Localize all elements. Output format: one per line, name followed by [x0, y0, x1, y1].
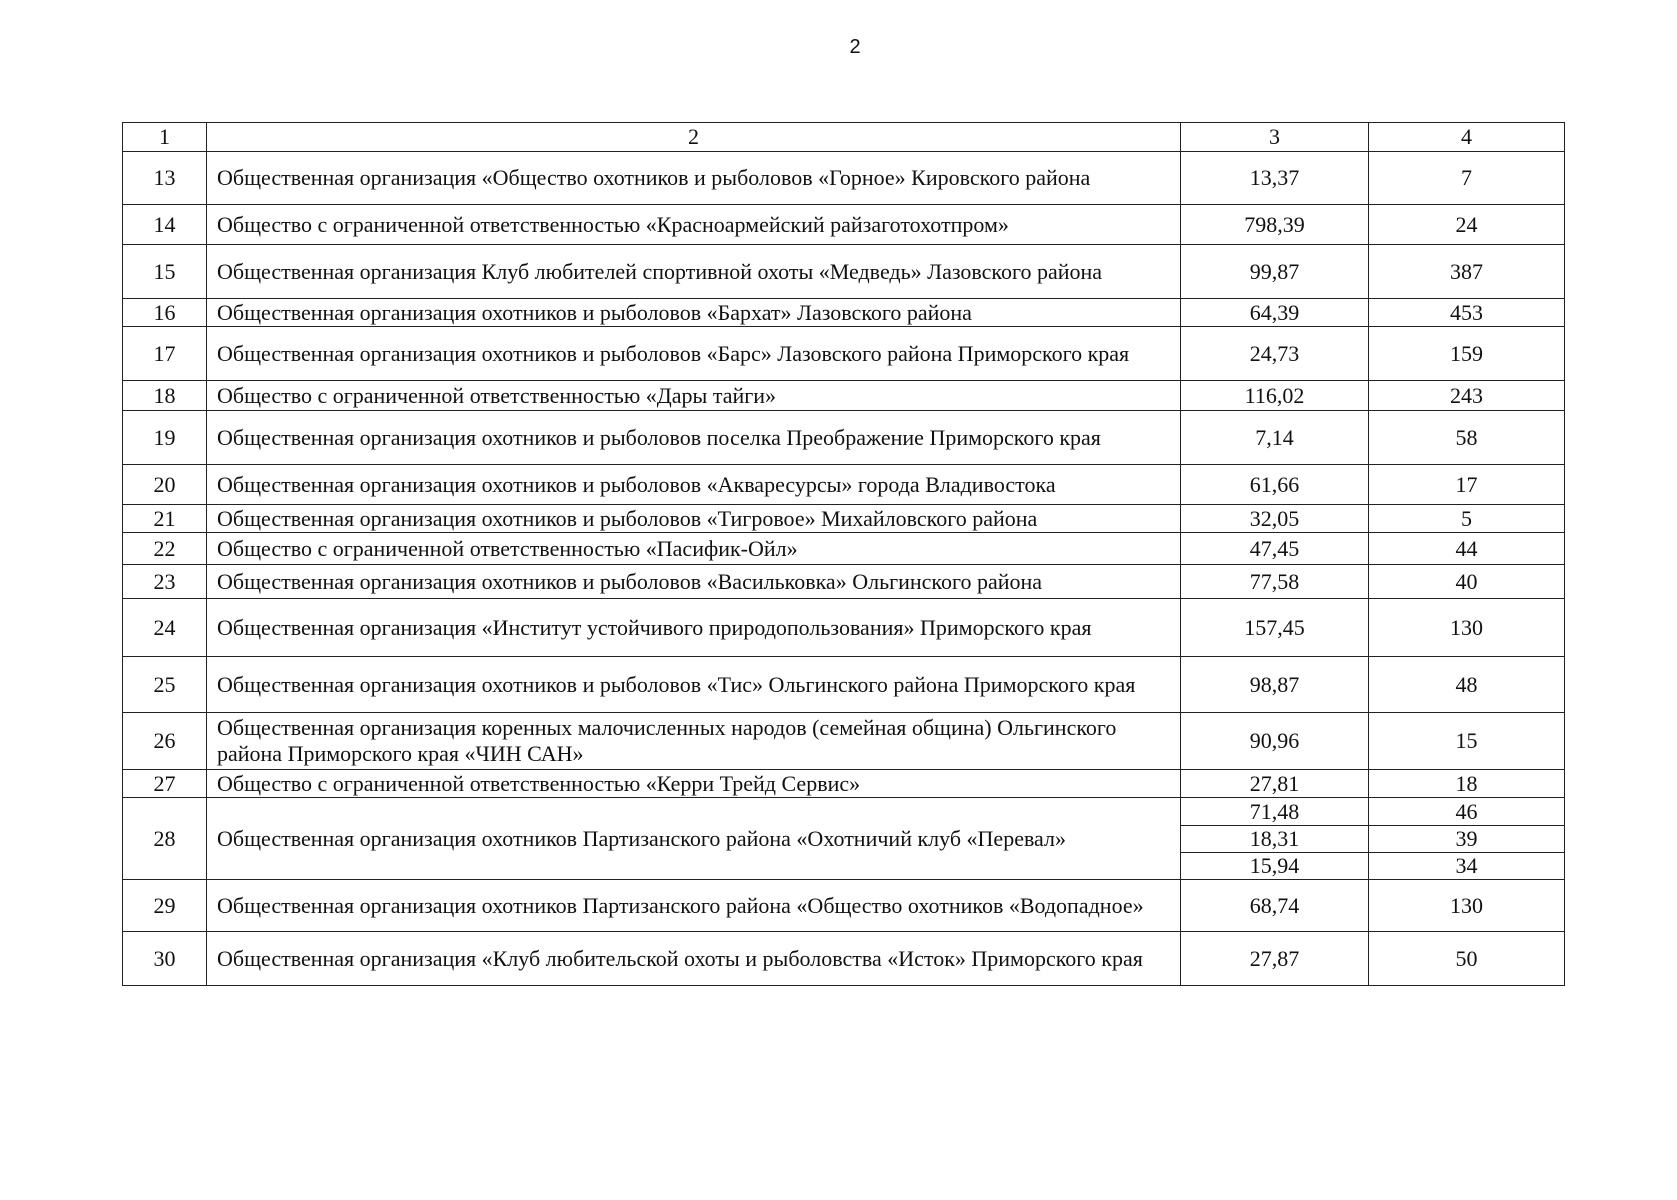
organization-name: Общественная организация охотников и рыболовов «Васильковка» Ольгинского района: [207, 565, 1181, 599]
area-value: 90,96: [1181, 713, 1369, 770]
organization-name: Общественная организация охотников Партизанского района «Общество охотников «Водопадное»: [207, 880, 1181, 932]
area-value: 27,81: [1181, 770, 1369, 798]
organization-name: Общественная организация «Общество охотников и рыболовов «Горное» Кировского района: [207, 152, 1181, 205]
organization-name: Общественная организация коренных малочисленных народов (семейная община) Ольгинского района Приморского края «ЧИН САН»: [207, 713, 1181, 770]
area-value: 7,14: [1181, 411, 1369, 465]
table-row: [123, 411, 1565, 465]
row-number: 22: [123, 533, 207, 565]
column-header: 1: [123, 123, 207, 152]
row-number: 28: [123, 798, 207, 880]
count-value: 130: [1369, 880, 1565, 932]
area-value: 24,73: [1181, 327, 1369, 381]
table-row: [123, 657, 1565, 713]
count-value: 34: [1369, 853, 1565, 880]
table-row: [123, 713, 1565, 770]
table-row: [123, 505, 1565, 533]
organization-name: Общественная организация охотников и рыболовов «Тигровое» Михайловского района: [207, 505, 1181, 533]
count-value: 18: [1369, 770, 1565, 798]
organizations-table: [122, 122, 1565, 986]
row-number: 25: [123, 657, 207, 713]
count-value: 7: [1369, 152, 1565, 205]
count-value: 453: [1369, 299, 1565, 327]
count-value: 48: [1369, 657, 1565, 713]
count-value: 44: [1369, 533, 1565, 565]
count-value: 159: [1369, 327, 1565, 381]
table-row: [123, 565, 1565, 599]
row-number: 13: [123, 152, 207, 205]
area-value: 68,74: [1181, 880, 1369, 932]
count-value: 58: [1369, 411, 1565, 465]
organization-name: Общественная организация охотников и рыболовов «Барс» Лазовского района Приморского края: [207, 327, 1181, 381]
area-value: 116,02: [1181, 381, 1369, 411]
area-value: 157,45: [1181, 599, 1369, 657]
area-value: 98,87: [1181, 657, 1369, 713]
area-value: 32,05: [1181, 505, 1369, 533]
table-row: [123, 381, 1565, 411]
organization-name: Общественная организация «Институт устойчивого природопользования» Приморского края: [207, 599, 1181, 657]
organization-name: Общество с ограниченной ответственностью «Керри Трейд Сервис»: [207, 770, 1181, 798]
column-header: 4: [1369, 123, 1565, 152]
row-number: 19: [123, 411, 207, 465]
area-value: 61,66: [1181, 465, 1369, 505]
count-value: 243: [1369, 381, 1565, 411]
organization-name: Общественная организация охотников и рыболовов поселка Преображение Приморского края: [207, 411, 1181, 465]
area-value: 15,94: [1181, 853, 1369, 880]
count-value: 130: [1369, 599, 1565, 657]
row-number: 23: [123, 565, 207, 599]
organization-name: Общественная организация охотников и рыболовов «Бархат» Лазовского района: [207, 299, 1181, 327]
table-row: [123, 599, 1565, 657]
count-value: 387: [1369, 245, 1565, 299]
area-value: 798,39: [1181, 205, 1369, 245]
page-number: 2: [849, 36, 861, 58]
table-row: [123, 205, 1565, 245]
count-value: 17: [1369, 465, 1565, 505]
organization-name: Общество с ограниченной ответственностью «Дары тайги»: [207, 381, 1181, 411]
row-number: 14: [123, 205, 207, 245]
table-row: [123, 465, 1565, 505]
table-row: [123, 932, 1565, 986]
area-value: 77,58: [1181, 565, 1369, 599]
organization-name: Общественная организация «Клуб любительской охоты и рыболовства «Исток» Приморского края: [207, 932, 1181, 986]
area-value: 99,87: [1181, 245, 1369, 299]
column-header: 3: [1181, 123, 1369, 152]
table-row: [123, 770, 1565, 798]
count-value: 50: [1369, 932, 1565, 986]
count-value: 40: [1369, 565, 1565, 599]
table-row: [123, 152, 1565, 205]
row-number: 21: [123, 505, 207, 533]
organization-name: Общественная организация охотников и рыболовов «Тис» Ольгинского района Приморского края: [207, 657, 1181, 713]
row-number: 16: [123, 299, 207, 327]
row-number: 17: [123, 327, 207, 381]
table-header-row: [123, 123, 1565, 152]
table-row: [123, 299, 1565, 327]
count-value: 24: [1369, 205, 1565, 245]
column-header: 2: [207, 123, 1181, 152]
area-value: 27,87: [1181, 932, 1369, 986]
table-row: [123, 533, 1565, 565]
organization-name: Общество с ограниченной ответственностью «Красноармейский райзаготохотпром»: [207, 205, 1181, 245]
area-value: 64,39: [1181, 299, 1369, 327]
organization-name: Общество с ограниченной ответственностью «Пасифик-Ойл»: [207, 533, 1181, 565]
count-value: 15: [1369, 713, 1565, 770]
area-value: 47,45: [1181, 533, 1369, 565]
organization-name: Общественная организация охотников и рыболовов «Акваресурсы» города Владивостока: [207, 465, 1181, 505]
table-row: [123, 880, 1565, 932]
row-number: 15: [123, 245, 207, 299]
row-number: 20: [123, 465, 207, 505]
table-body: [123, 123, 1565, 986]
organization-name: Общественная организация Клуб любителей спортивной охоты «Медведь» Лазовского района: [207, 245, 1181, 299]
count-value: 5: [1369, 505, 1565, 533]
count-value: 46: [1369, 798, 1565, 826]
table-row: [123, 798, 1565, 826]
row-number: 26: [123, 713, 207, 770]
row-number: 30: [123, 932, 207, 986]
table-row: [123, 245, 1565, 299]
area-value: 13,37: [1181, 152, 1369, 205]
row-number: 27: [123, 770, 207, 798]
row-number: 18: [123, 381, 207, 411]
table-row: [123, 327, 1565, 381]
organization-name: Общественная организация охотников Партизанского района «Охотничий клуб «Перевал»: [207, 798, 1181, 880]
row-number: 24: [123, 599, 207, 657]
area-value: 71,48: [1181, 798, 1369, 826]
area-value: 18,31: [1181, 826, 1369, 853]
row-number: 29: [123, 880, 207, 932]
count-value: 39: [1369, 826, 1565, 853]
